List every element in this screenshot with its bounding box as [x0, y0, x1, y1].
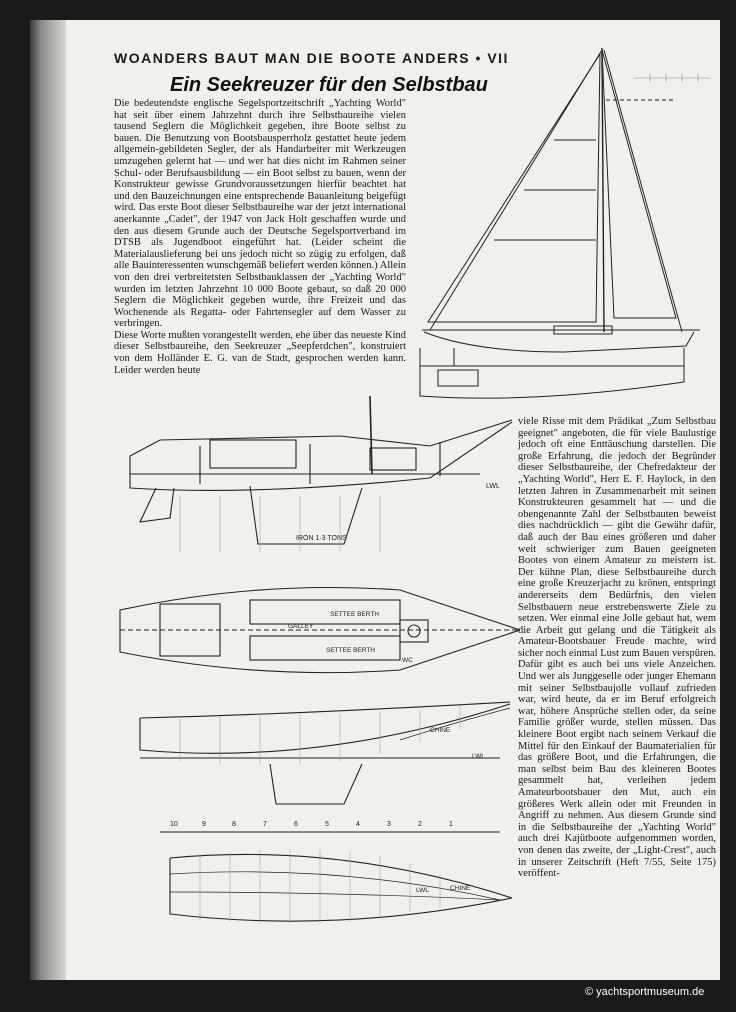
article-title: Ein Seekreuzer für den Selbstbau [170, 74, 488, 96]
waterlines-drawing [100, 814, 520, 954]
station-3: 3 [387, 821, 391, 828]
station-1: 1 [449, 821, 453, 828]
galley-label: GALLEY [288, 623, 314, 630]
lwl-profile-label: LWL [486, 483, 500, 490]
station-10: 10 [170, 821, 178, 828]
lines-plan-drawing [100, 684, 520, 814]
settee-upper-label: SETTEE BERTH [330, 611, 380, 618]
chine-bottom-label: CHINE [450, 885, 471, 892]
station-6: 6 [294, 821, 298, 828]
keel-label: IRON 1·3 TONS [296, 535, 347, 542]
paragraph-3: viele Risse mit dem Prädikat „Zum Selbstbau geeignet" angeboten, die für viele Baulustige jedoch oft eine Enttäuschung darstellen. Die große Erfahrung, die jedoch der Begründer dieser Selbstbaureihe, der Chefredakteur der „Yachting World", Herr E. F. Haylock, in den letzten Jahren in Zusammenarbeit mit seinen Konstrukteuren gesammelt hat — und die obengenannte Zahl der Selbstbauten beweist dies nachdrücklich — gibt die Gewähr dafür, daß auch der Bau eines größeren und daher weit schwieriger zum Bauen geeigneten Bootes von einem Amateur zu meistern ist. Der kühne Plan, diese Selbstbaureihe durch eine große Kreuzerjacht zu krönen, entspringt andererseits dem Bedürfnis, den vielen Selbstbauern neue erstrebenswerte Ziele zu setzen. Wer einmal eine Jolle gebaut hat, wem die Arbeit gut gelang und die Tätigkeit als Amateur-Bootsbauer Freude machte, wird sicher noch einmal Lust zum Bauen verspüren. Dafür gibt es auch bei uns viele Anzeichen. Und wer als Junggeselle oder junger Ehemann mit seiner Selbstbaujolle vollauf zufrieden war, wird heute, da er im Beruf erfolgreich war, höhere Ansprüche stellen oder, da seine Familie größer wurde, stellen müssen. Das kleinere Boot ergibt nach seinem Verkauf die Mittel für den Einkauf der Baumaterialien für das größere Boot, und die Erfahrungen, die man selbst beim Bau des kleineren Bootes gesammelt hat, verleihen jedem Amateurbootsbauer den Mut, auch ein größeres Werk allein oder mit Freunden in Angriff zu nehmen. Aus diesem Grunde sind in die Selbstbaureihe der „Yachting World" auch drei Kajütboote aufgenommen worden, von denen das zweite, der „Light-Crest", auch in unserer Zeitschrift (Heft 7/55, Seite 175) veröffent- [518, 416, 716, 880]
station-7: 7 [263, 821, 267, 828]
station-8: 8 [232, 821, 236, 828]
station-4: 4 [356, 821, 360, 828]
article-text-right [518, 416, 716, 880]
profile-section-drawing [100, 396, 520, 574]
sail-plan-drawing [414, 40, 714, 356]
chine-lines-label: CHINE [430, 727, 451, 734]
wc-label: WC [402, 657, 413, 664]
settee-lower-label: SETTEE BERTH [326, 647, 376, 654]
lwl-bottom-label: LWL [416, 887, 429, 894]
book-page [30, 20, 720, 980]
station-5: 5 [325, 821, 329, 828]
book-spine-shadow [30, 20, 66, 980]
lwl-lines-label: LWL [472, 753, 485, 760]
article-text-left [114, 98, 406, 376]
paragraph-1: Die bedeutendste englische Segelsportzeitschrift „Yachting World" hat seit über einem Jahrzehnt durch ihre Selbstbaureihe vielen tausend Seglern die Möglichkeit gegeben, ihre Boote selbst zu bauen. Die Benutzung von Bootsbausperrholz gestattet heute jedem allgemein-gebildeten Segler, der als Handarbeiter mit Werkzeugen umzugehen gelernt hat — und wer hat dies nicht im Rahmen seiner Schul- oder Berufsausbildung — ein Boot selbst zu bauen, wenn der Konstrukteur gewisse Grundvoraussetzungen hierfür beachtet hat und den Bauzeichnungen eine entsprechende Bauanleitung beigefügt wird. Das erste Boot dieser Selbstbaureihe war der jetzt international anerkannte „Cadet", der 1947 von Jack Holt geschaffen wurde und den aus diesem Grunde auch der Deutsche Segelsportverband im DTSB als Jugendboot eingeführt hat. (Leider scheint die Materialauslieferung bei uns jedoch nicht so zügig zu erfolgen, daß alle Bauinteressenten wunschgemäß beliefert werden können.) Allein von den drei verbreitetsten Selbstbauklassen der „Yachting World" wurden im letzten Jahrzehnt 10 000 Boote gebaut, so daß 20 000 Seglern die Möglichkeit gegeben wurde, ihre Freizeit und das Wochenende als Regatta- oder Fahrtensegler auf dem Wasser zu verbringen. [114, 98, 406, 330]
station-9: 9 [202, 821, 206, 828]
station-2: 2 [418, 821, 422, 828]
page-header: WOANDERS BAUT MAN DIE BOOTE ANDERS • VII [114, 50, 509, 66]
copyright-watermark: © yachtsportmuseum.de [585, 986, 705, 998]
paragraph-2: Diese Worte mußten vorangestellt werden, ehe über das neueste Kind dieser Selbstbaureihe, den Seekreuzer „Seepferdchen", konstruiert von dem Holländer E. G. van de Stadt, gesprochen werden kann. Leider werden heute [114, 329, 406, 376]
accommodation-plan-drawing [100, 576, 520, 686]
